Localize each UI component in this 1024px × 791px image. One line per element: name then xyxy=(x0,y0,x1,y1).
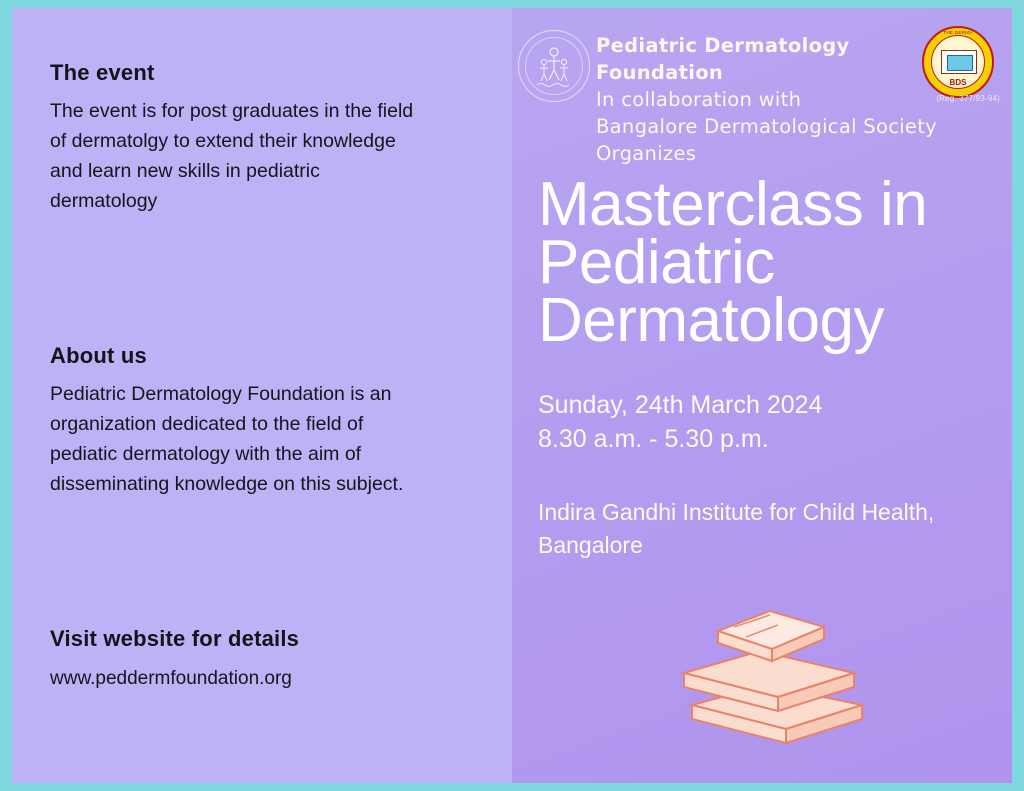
event-datetime xyxy=(538,388,822,456)
event-date: Sunday, 24th March 2024 xyxy=(538,391,823,419)
website-section xyxy=(50,626,299,690)
organizer-header xyxy=(596,32,956,167)
about-section xyxy=(50,343,430,499)
pediatric-dermatology-foundation-logo-icon xyxy=(518,30,590,102)
organizer-line-3: Bangalore Dermatological Society xyxy=(596,115,938,138)
event-venue: Indira Gandhi Institute for Child Health, Bangalore xyxy=(538,499,935,558)
bds-logo-emblem-inner xyxy=(947,55,973,71)
bds-registration-text: (Reg. 377/93-94) xyxy=(936,94,1000,103)
organizer-line-4: Organizes xyxy=(596,142,697,165)
event-heading: The event xyxy=(50,60,155,85)
event-section xyxy=(50,60,430,216)
about-heading: About us xyxy=(50,343,147,368)
about-description: Pediatric Dermatology Foundation is an organization dedicated to the field of pediatic dermatology with the aim of disseminating knowledge on this subject. xyxy=(50,383,404,495)
poster xyxy=(12,8,1012,783)
bds-logo-acronym: BDS xyxy=(949,78,967,87)
organizer-line-1: Pediatric Dermatology Foundation xyxy=(596,34,850,84)
organizer-line-2: In collaboration with xyxy=(596,88,802,111)
bangalore-dermatological-society-logo-icon xyxy=(922,26,994,98)
right-announcement-panel xyxy=(512,8,1012,783)
event-time: 8.30 a.m. - 5.30 p.m. xyxy=(538,425,769,453)
bds-logo-emblem xyxy=(941,50,977,74)
left-info-panel xyxy=(12,8,512,783)
stacked-books-icon xyxy=(674,593,874,758)
logo-figures-icon xyxy=(529,40,579,90)
website-url[interactable]: www.peddermfoundation.org xyxy=(50,668,292,689)
bds-logo-top-text: THE DERMA xyxy=(943,30,973,35)
event-description: The event is for post graduates in the field of dermatolgy to extend their knowledge and learn new skills in pediatric dermatology xyxy=(50,100,414,212)
event-title: Masterclass in Pediatric Dermatology xyxy=(538,170,928,355)
website-heading: Visit website for details xyxy=(50,626,300,651)
